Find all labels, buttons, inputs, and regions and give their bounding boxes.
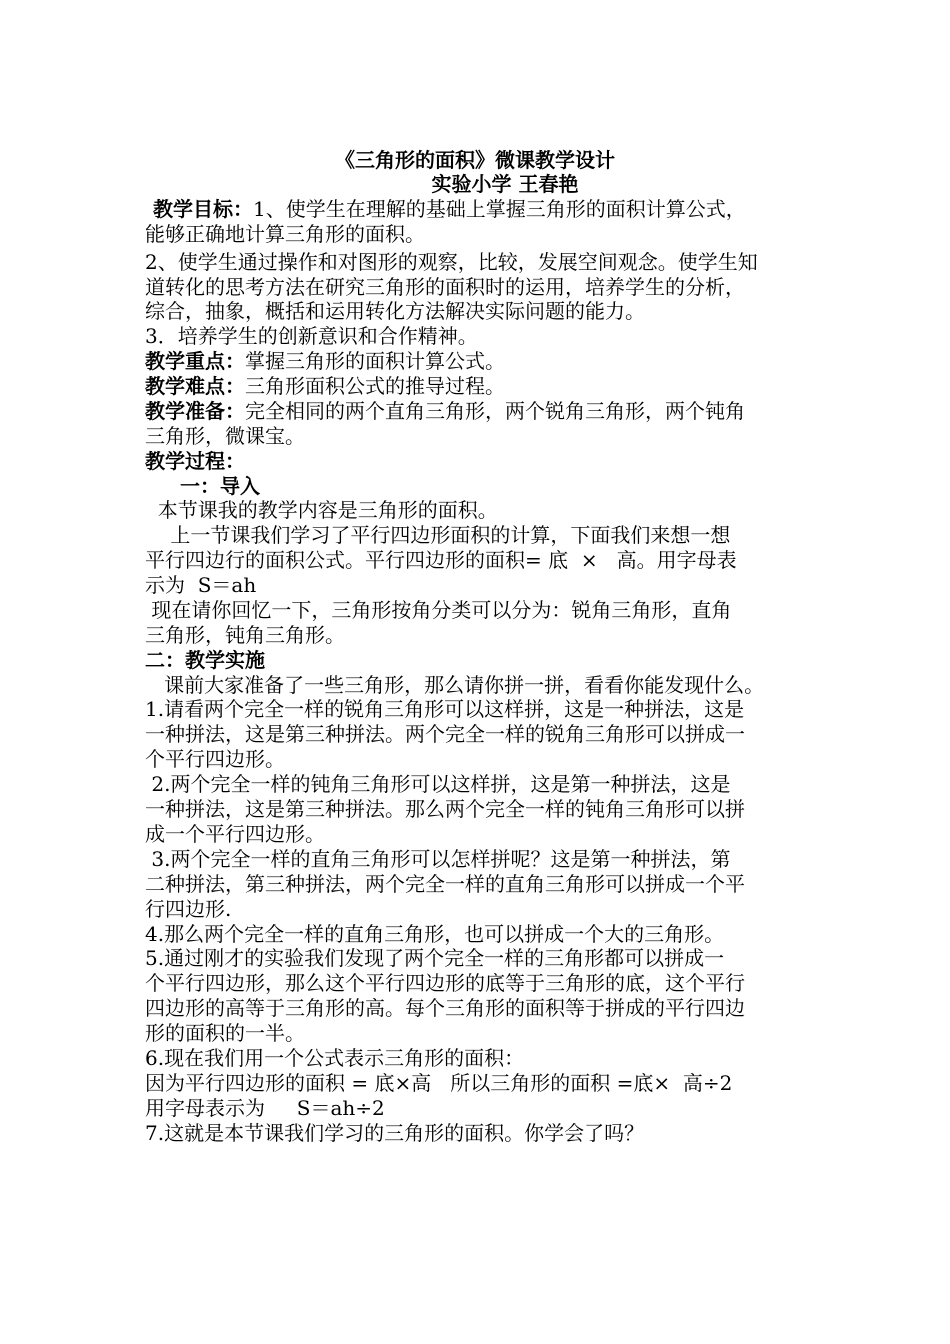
text-line: 三角形，钝角三角形。 <box>145 623 345 647</box>
text-line: 2、使学生通过操作和对图形的观察，比较，发展空间观念。使学生知 <box>145 250 758 274</box>
preparation-text: 完全相同的两个直角三角形，两个锐角三角形，两个钝角 <box>245 399 745 423</box>
text-line: 4.那么两个完全一样的直角三角形，也可以拼成一个大的三角形。 <box>145 922 725 946</box>
text-line: 一种拼法，这是第三种拼法。那么两个完全一样的钝角三角形可以拼 <box>145 797 745 821</box>
text-line: 上一节课我们学习了平行四边形面积的计算，下面我们来想一想 <box>145 523 731 547</box>
text-line: 能够正确地计算三角形的面积。 <box>145 222 425 246</box>
focus-line <box>145 349 505 373</box>
text-line: 二种拼法，第三种拼法，两个完全一样的直角三角形可以拼成一个平 <box>145 872 745 896</box>
text-line: 成一个平行四边形。 <box>145 822 325 846</box>
text-line: 形的面积的一半。 <box>145 1021 305 1045</box>
formula-line: 因为平行四边形的面积 = 底×高 所以三角形的面积 =底× 高÷2 <box>145 1071 733 1095</box>
preparation-label: 教学准备： <box>145 399 245 423</box>
text-line: 6.现在我们用一个公式表示三角形的面积： <box>145 1046 525 1070</box>
text-line: 3．培养学生的创新意识和合作精神。 <box>145 324 478 348</box>
text-line: 综合，抽象，概括和运用转化方法解决实际问题的能力。 <box>145 299 645 323</box>
text-line: 现在请你回忆一下，三角形按角分类可以分为：锐角三角形，直角 <box>145 598 732 622</box>
difficulty-line <box>145 374 505 398</box>
text-line: 3.两个完全一样的直角三角形可以怎样拼呢？这是第一种拼法，第 <box>145 847 731 871</box>
author-line: 实验小学 王春艳 <box>431 172 579 196</box>
text-line: 5.通过刚才的实验我们发现了两个完全一样的三角形都可以拼成一 <box>145 946 725 970</box>
text-line: 道转化的思考方法在研究三角形的面积时的运用，培养学生的分析， <box>145 275 745 299</box>
preparation-line <box>145 399 745 423</box>
focus-text: 掌握三角形的面积计算公式。 <box>245 349 505 373</box>
document-title: 《三角形的面积》微课教学设计 <box>335 148 615 172</box>
text-line: 三角形，微课宝。 <box>145 424 305 448</box>
text-line: 四边形的高等于三角形的高。每个三角形的面积等于拼成的平行四边 <box>145 996 745 1020</box>
difficulty-text: 三角形面积公式的推导过程。 <box>245 374 505 398</box>
text-line: 7.这就是本节课我们学习的三角形的面积。你学会了吗？ <box>145 1121 645 1145</box>
text-line: 2.两个完全一样的钝角三角形可以这样拼，这是第一种拼法，这是 <box>145 772 731 796</box>
text-line: 示为 S＝ah <box>145 573 257 597</box>
text-line: 课前大家准备了一些三角形，那么请你拼一拼，看看你能发现什么。 <box>145 673 765 697</box>
objective-line-1 <box>153 197 746 221</box>
process-heading: 教学过程： <box>145 449 245 473</box>
focus-label: 教学重点： <box>145 349 245 373</box>
difficulty-label: 教学难点： <box>145 374 245 398</box>
text-line: 本节课我的教学内容是三角形的面积。 <box>145 498 498 522</box>
section-heading-intro: 一：导入 <box>180 474 260 498</box>
text-line: 平行四边行的面积公式。平行四边形的面积= 底 × 高。用字母表 <box>145 548 737 572</box>
formula-letters-line: 用字母表示为 S＝ah÷2 <box>145 1096 385 1120</box>
text-line: 个平行四边形，那么这个平行四边形的底等于三角形的底，这个平行 <box>145 971 745 995</box>
text-line: 行四边形. <box>145 897 232 921</box>
objective-text-1: 1、使学生在理解的基础上掌握三角形的面积计算公式， <box>253 197 746 221</box>
objective-label: 教学目标： <box>153 197 253 221</box>
text-line: 1.请看两个完全一样的锐角三角形可以这样拼，这是一种拼法，这是 <box>145 697 745 721</box>
section-heading-implementation: 二：教学实施 <box>145 648 265 672</box>
text-line: 个平行四边形。 <box>145 747 285 771</box>
text-line: 一种拼法，这是第三种拼法。两个完全一样的锐角三角形可以拼成一 <box>145 722 745 746</box>
